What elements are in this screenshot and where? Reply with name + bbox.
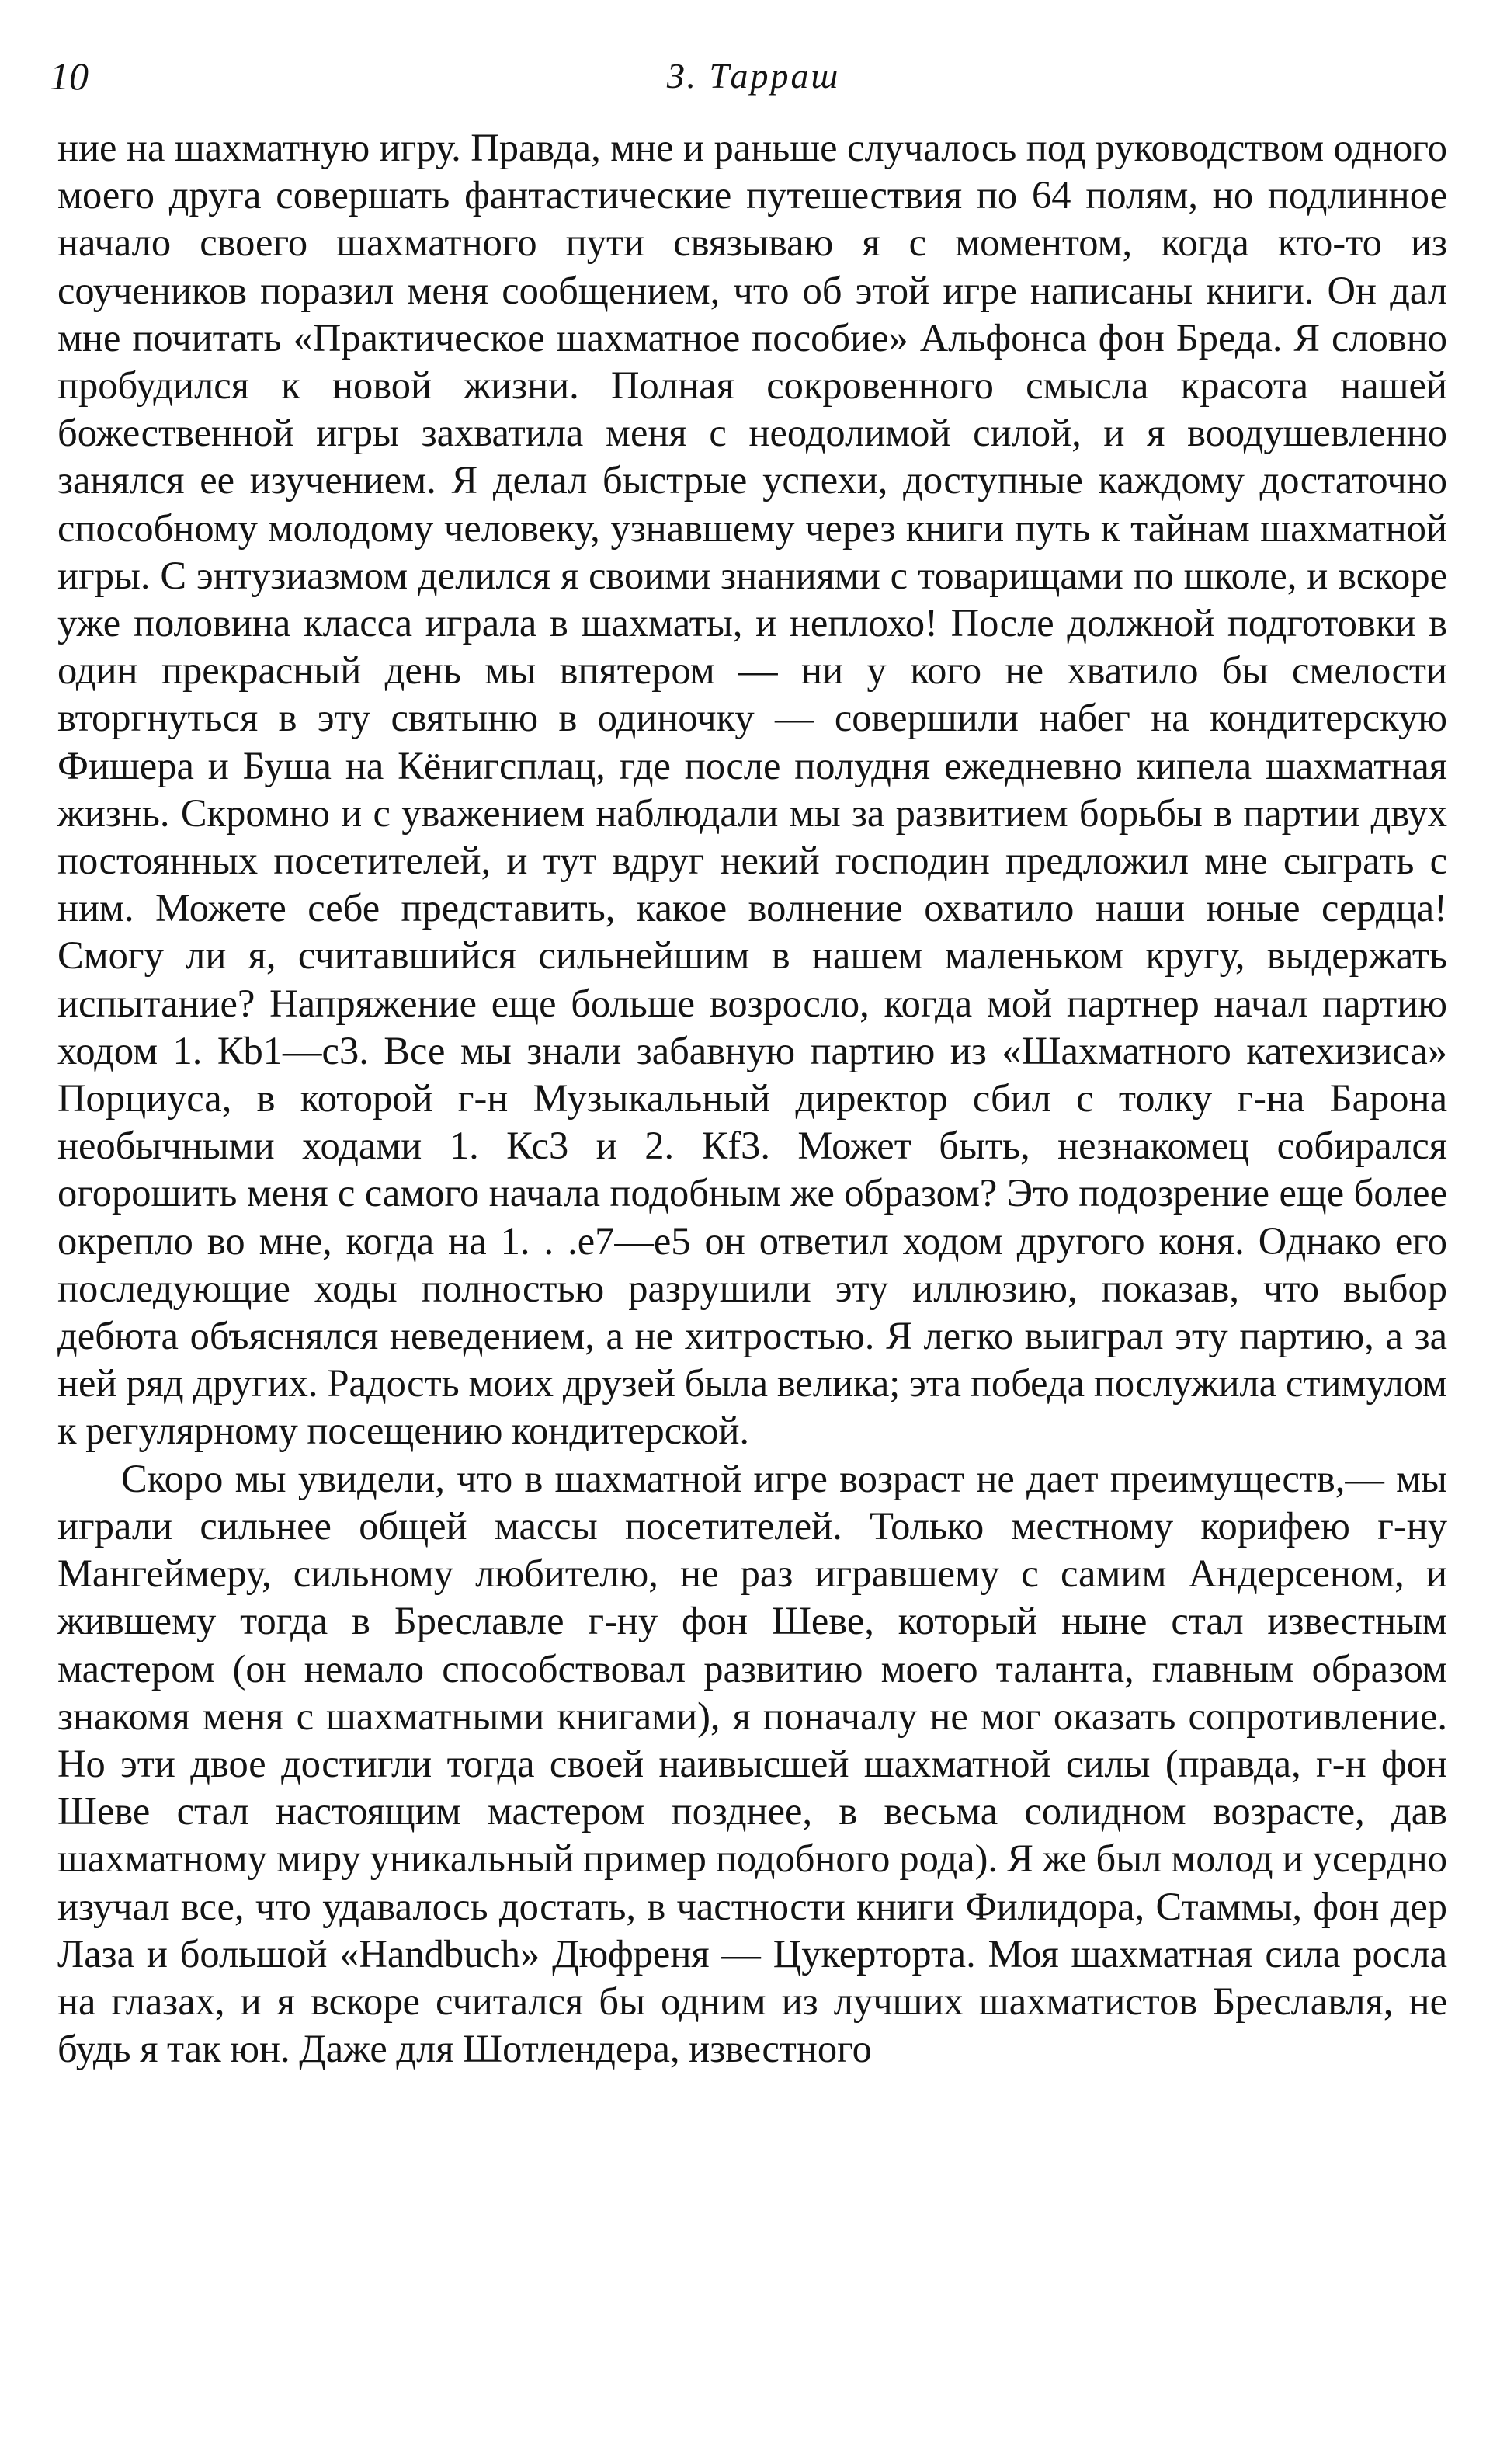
paragraph: ние на шахматную игру. Правда, мне и раньше случалось под руководством одного моего друга совершать фантастические путешествия по 64 полям, но подлинное начало своего шахматного пути связываю я с моментом, когда кто-то из соучеников поразил меня сообщением, что об этой игре написаны книги. Он дал мне почитать «Практическое шахматное пособие» Альфонса фон Бреда. Я словно пробудился к новой жизни. Полная сокровенного смысла красота нашей божественной игры захватила меня с неодолимой силой, и я воодушевленно занялся ее изучением. Я делал быстрые успехи, доступные каждому достаточно способному молодому человеку, узнавшему через книги путь к тайнам шахматной игры. С энтузиазмом делился я своими знаниями с товарищами по школе, и вскоре уже половина класса играла в шахматы, и неплохо! После должной подготовки в один прекрасный день мы впятером — ни у кого не хватило бы смелости вторгнуться в эту святыню в одиночку — совершили набег на кондитерскую Фишера и Буша на Кёнигсплац, где после полудня ежедневно кипела шахматная жизнь. Скромно и с уважением наблюдали мы за развитием борьбы в партии двух постоянных посетителей, и тут вдруг некий господин предложил мне сыграть с ним. Можете себе представить, какое волнение охватило наши юные сердца! Смогу ли я, считавшийся сильнейшим в нашем маленьком кругу, выдержать испытание? Напряжение еще больше возросло, когда мой партнер начал партию ходом 1. Кb1—c3. Все мы знали забавную партию из «Шахматного катехизиса» Порциуса, в которой г-н Музыкальный директор сбил с толку г-на Барона необычными ходами 1. Кс3 и 2. Кf3. Может быть, незнакомец собирался огорошить меня с самого начала подобным же образом? Это подозрение еще более окрепло во мне, когда на 1. . .е7—е5 он ответил ходом другого коня. Однако его последующие ходы полностью разрушили эту иллюзию, показав, что выбор дебюта объяснялся неведением, а не хитростью. Я легко выиграл эту партию, а за ней ряд других. Радость моих друзей была велика; эта победа послужила стимулом к регулярному посещению кондитерской. (57, 126, 1447, 1453)
running-head (0, 45, 1507, 107)
paragraph: Скоро мы увидели, что в шахматной игре возраст не дает преимуществ,— мы играли сильнее общей массы посетителей. Только местному корифею г-ну Мангеймеру, сильному любителю, не раз игравшему с самим Андерсеном, и жившему тогда в Бреславле г-ну фон Шеве, который ныне стал известным мастером (он немало способствовал развитию моего таланта, главным образом знакомя меня с шахматными книгами), я поначалу не мог оказать сопротивление. Но эти двое достигли тогда своей наивысшей шахматной силы (правда, г-н фон Шеве стал настоящим мастером позднее, в весьма солидном возрасте, дав шахматному миру уникальный пример подобного рода). Я же был молод и усердно изучал все, что удавалось достать, в частности книги Филидора, Стаммы, фон дер Лаза и большой «Handbuch» Дюфреня — Цукерторта. Моя шахматная сила росла на глазах, и я вскоре считался бы одним из лучших шахматистов Бреславля, не будь я так юн. Даже для Шотлендера, известного (57, 1456, 1447, 2071)
page-number: 10 (50, 54, 89, 98)
body-text (57, 124, 1447, 2073)
running-title: З. Тарраш (666, 56, 841, 96)
